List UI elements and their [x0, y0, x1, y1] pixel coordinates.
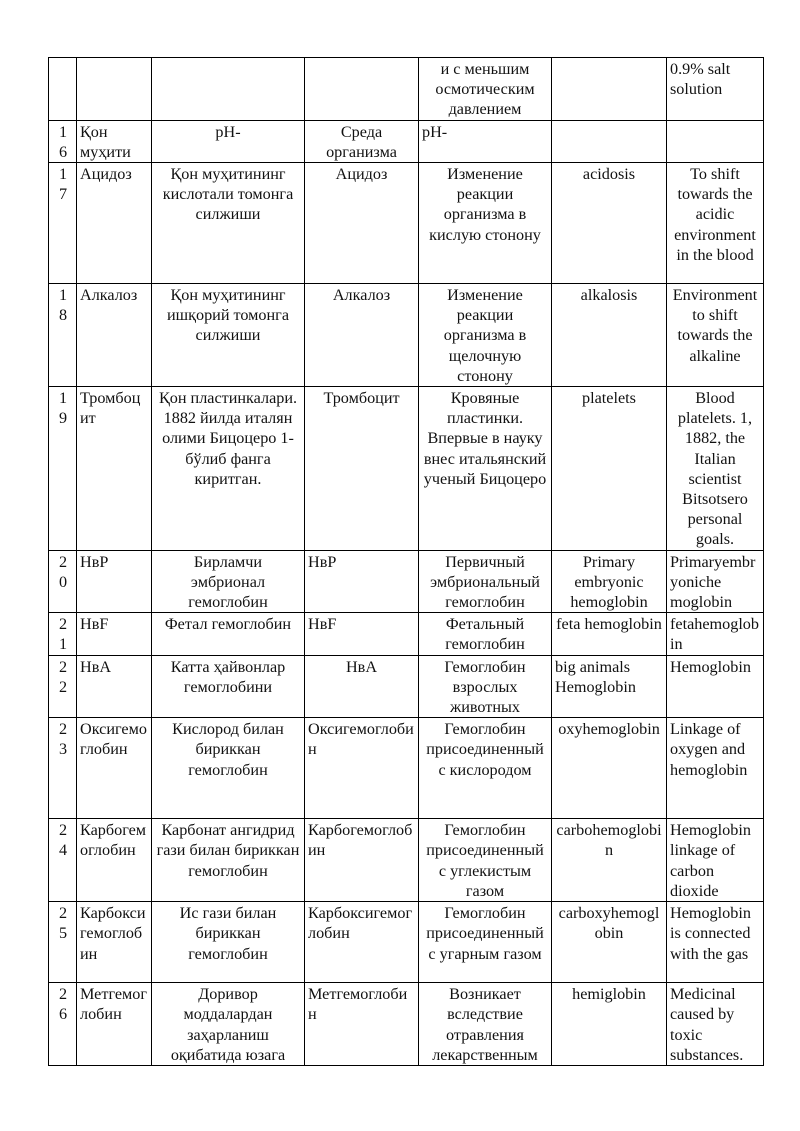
table-row: [49, 613, 764, 655]
english-term-cell: [552, 58, 667, 121]
english-description-cell: fetahemoglobin: [667, 613, 764, 655]
table-row: [49, 983, 764, 1066]
row-number-cell: 22: [49, 655, 77, 718]
russian-description-cell: Изменение реакции организма в щелочную стонону: [419, 284, 552, 387]
english-description-cell: Hemoglobin linkage of carbon dioxide: [667, 819, 764, 902]
uzbek-term-cell: НвА: [77, 655, 152, 718]
row-number-cell: 20: [49, 550, 77, 613]
table-body: [49, 58, 764, 1066]
russian-description-cell: Гемоглобин присоединенный с углекистым газом: [419, 819, 552, 902]
row-number-cell: 16: [49, 120, 77, 162]
uzbek-description-cell: Қон пластинкалари. 1882 йилда италян олими Бицоцеро 1-бўлиб фанга киритган.: [152, 387, 305, 551]
table-row: [49, 902, 764, 983]
table-row: [49, 550, 764, 613]
english-term-cell: oxyhemoglobin: [552, 718, 667, 819]
uzbek-description-cell: Кислород билан бириккан гемоглобин: [152, 718, 305, 819]
russian-description-cell: Изменение реакции организма в кислую стонону: [419, 163, 552, 284]
table-row: [49, 387, 764, 551]
row-number-cell: 26: [49, 983, 77, 1066]
russian-description-cell: Фетальный гемоглобин: [419, 613, 552, 655]
russian-description-cell: Возникает вследствие отравления лекарственным: [419, 983, 552, 1066]
english-term-cell: [552, 120, 667, 162]
english-term-cell: hemiglobin: [552, 983, 667, 1066]
table-row: [49, 284, 764, 387]
english-description-cell: [667, 120, 764, 162]
table-row: [49, 163, 764, 284]
russian-term-cell: Алкалоз: [305, 284, 419, 387]
russian-term-cell: Тромбоцит: [305, 387, 419, 551]
english-description-cell: To shift towards the acidic environment in the blood: [667, 163, 764, 284]
english-description-cell: 0.9% salt solution: [667, 58, 764, 121]
row-number-cell: 23: [49, 718, 77, 819]
russian-term-cell: Оксигемоглобин: [305, 718, 419, 819]
russian-term-cell: Среда организма: [305, 120, 419, 162]
row-number-cell: [49, 58, 77, 121]
russian-description-cell: и с меньшим осмотическим давлением: [419, 58, 552, 121]
russian-term-cell: [305, 58, 419, 121]
uzbek-term-cell: Карбогемоглобин: [77, 819, 152, 902]
english-description-cell: Linkage of oxygen and hemoglobin: [667, 718, 764, 819]
russian-term-cell: Карбоксигемоглобин: [305, 902, 419, 983]
russian-description-cell: Кровяные пластинки. Впервые в науку внес итальянский ученый Бицоцеро: [419, 387, 552, 551]
row-number-cell: 17: [49, 163, 77, 284]
uzbek-description-cell: Ис гази билан бириккан гемоглобин: [152, 902, 305, 983]
english-term-cell: alkalosis: [552, 284, 667, 387]
russian-description-cell: Гемоглобин присоединенный с угарным газом: [419, 902, 552, 983]
uzbek-term-cell: Тромбоцит: [77, 387, 152, 551]
russian-term-cell: НвF: [305, 613, 419, 655]
table-row: [49, 655, 764, 718]
uzbek-term-cell: Оксигемоглобин: [77, 718, 152, 819]
uzbek-term-cell: НвР: [77, 550, 152, 613]
russian-term-cell: Метгемоглобин: [305, 983, 419, 1066]
row-number-cell: 24: [49, 819, 77, 902]
uzbek-description-cell: Қон муҳитининг кислотали томонга силжиши: [152, 163, 305, 284]
row-number-cell: 18: [49, 284, 77, 387]
english-description-cell: Hemoglobin is connected with the gas: [667, 902, 764, 983]
english-term-cell: acidosis: [552, 163, 667, 284]
russian-description-cell: Гемоглобин взрослых животных: [419, 655, 552, 718]
table-row: [49, 120, 764, 162]
uzbek-term-cell: Ацидоз: [77, 163, 152, 284]
english-term-cell: big animals Hemoglobin: [552, 655, 667, 718]
english-term-cell: Primary embryonic hemoglobin: [552, 550, 667, 613]
uzbek-description-cell: Доривор моддалардан заҳарланиш оқибатида юзага: [152, 983, 305, 1066]
uzbek-term-cell: [77, 58, 152, 121]
russian-description-cell: pH-: [419, 120, 552, 162]
english-description-cell: Hemoglobin: [667, 655, 764, 718]
table-row: [49, 819, 764, 902]
uzbek-term-cell: Алкалоз: [77, 284, 152, 387]
table-row: [49, 58, 764, 121]
row-number-cell: 21: [49, 613, 77, 655]
russian-description-cell: Первичный эмбриональный гемоглобин: [419, 550, 552, 613]
uzbek-term-cell: Метгемоглобин: [77, 983, 152, 1066]
uzbek-description-cell: [152, 58, 305, 121]
uzbek-term-cell: НвF: [77, 613, 152, 655]
uzbek-term-cell: Қон муҳити: [77, 120, 152, 162]
russian-term-cell: Карбогемоглобин: [305, 819, 419, 902]
uzbek-description-cell: Қон муҳитининг ишқорий томонга силжиши: [152, 284, 305, 387]
uzbek-description-cell: Катта ҳайвонлар гемоглобини: [152, 655, 305, 718]
english-term-cell: carbohemoglobin: [552, 819, 667, 902]
english-description-cell: Primaryembryoniche moglobin: [667, 550, 764, 613]
uzbek-description-cell: Карбонат ангидрид гази билан бириккан гемоглобин: [152, 819, 305, 902]
russian-term-cell: Ацидоз: [305, 163, 419, 284]
russian-term-cell: НвР: [305, 550, 419, 613]
english-term-cell: carboxyhemoglobin: [552, 902, 667, 983]
russian-description-cell: Гемоглобин присоединенный с кислородом: [419, 718, 552, 819]
english-term-cell: platelets: [552, 387, 667, 551]
english-description-cell: Blood platelets. 1, 1882, the Italian scientist Bitsotsero personal goals.: [667, 387, 764, 551]
row-number-cell: 19: [49, 387, 77, 551]
uzbek-description-cell: Бирламчи эмбрионал гемоглобин: [152, 550, 305, 613]
document-table: [48, 57, 764, 1066]
english-term-cell: feta hemoglobin: [552, 613, 667, 655]
english-description-cell: Medicinal caused by toxic substances.: [667, 983, 764, 1066]
row-number-cell: 25: [49, 902, 77, 983]
uzbek-description-cell: pH-: [152, 120, 305, 162]
uzbek-description-cell: Фетал гемоглобин: [152, 613, 305, 655]
table-row: [49, 718, 764, 819]
uzbek-term-cell: Карбоксигемоглобин: [77, 902, 152, 983]
russian-term-cell: НвА: [305, 655, 419, 718]
english-description-cell: Environment to shift towards the alkaline: [667, 284, 764, 387]
